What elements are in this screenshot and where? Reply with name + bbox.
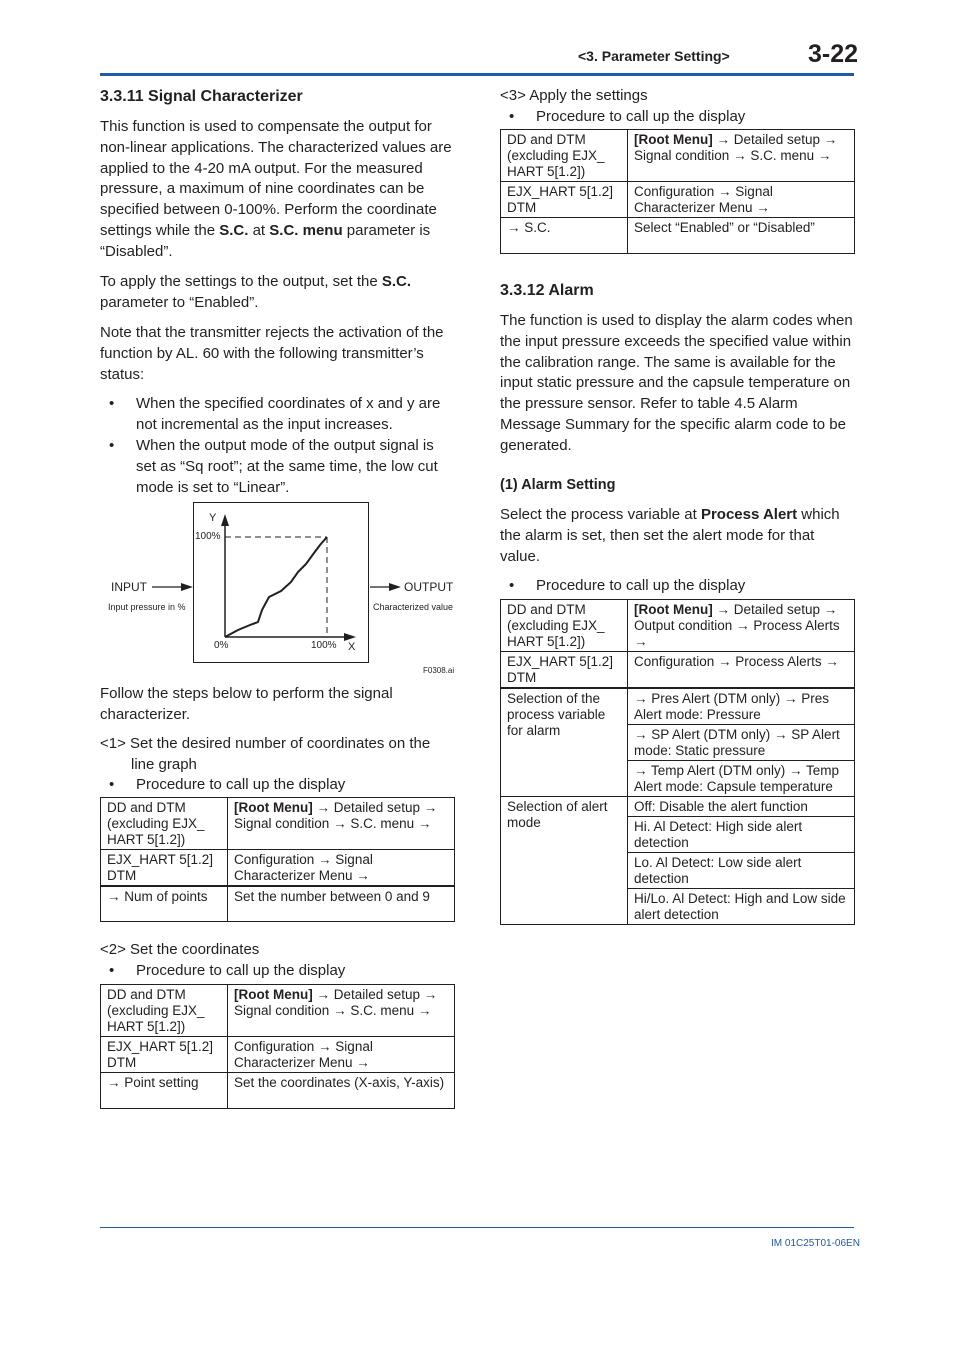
paragraph-alarm-intro: The function is used to display the alarm codes when the input pressure exceeds the specified value within the calibration range. The same is available for the input static pressure and the capsule temperature on the pressure sensor. Refer to table 4.5 Alarm Message Summary for the specific alarm code to be generated. xyxy=(500,312,853,454)
alarm-procedure-table xyxy=(500,599,855,925)
bullet-item: • When the specified coordinates of x and y are not incremental as the input increases. xyxy=(109,395,441,433)
procedure-bullet: • Procedure to call up the display xyxy=(509,108,746,125)
table-row: DD and DTM (excluding EJX_ HART 5[1.2]) [Root Menu] → Detailed setup → Signal condition → S.C. menu → xyxy=(101,985,455,1037)
x-axis-origin-label: 0% xyxy=(214,640,229,651)
y-axis-arrow-icon xyxy=(221,514,229,526)
procedure-table-1 xyxy=(100,797,455,922)
y-axis-label: Y xyxy=(209,512,217,524)
running-header: <3. Parameter Setting> xyxy=(578,48,730,64)
step-3: <3> Apply the settings xyxy=(500,87,648,104)
table-row: → Temp Alert (DTM only) → Temp Alert mode: Capsule temperature xyxy=(501,761,855,797)
characterized-curve xyxy=(225,537,327,637)
x-axis-label: X xyxy=(348,641,356,653)
subheading-alarm-setting: (1) Alarm Setting xyxy=(500,477,616,493)
output-label: OUTPUT xyxy=(404,580,454,594)
paragraph-apply: To apply the settings to the output, set the S.C. parameter to “Enabled”. xyxy=(100,273,412,311)
step-1: <1> Set the desired number of coordinates on the line graph xyxy=(100,735,431,773)
table-row: EJX_HART 5[1.2] DTM Configuration → Signal Characterizer Menu → xyxy=(101,850,455,887)
table-row: EJX_HART 5[1.2] DTM Configuration → Signal Characterizer Menu → xyxy=(101,1037,455,1073)
table-row: Hi. Al Detect: High side alert detection xyxy=(501,817,855,853)
section-heading-alarm: 3.3.12 Alarm xyxy=(500,282,594,299)
bullet-item: • When the output mode of the output signal is set as “Sq root”; at the same time, the low cut mode is set to “Linear”. xyxy=(109,437,438,496)
procedure-bullet: • Procedure to call up the display xyxy=(109,776,346,793)
table-row: Selection of alert mode Off: Disable the alert function xyxy=(501,797,855,817)
input-arrow-icon xyxy=(181,583,193,591)
table-row: Selection of the process variable for alarm → Pres Alert (DTM only) → Pres Alert mode: Pressure xyxy=(501,688,855,725)
section-heading-signal-characterizer: 3.3.11 Signal Characterizer xyxy=(100,88,303,105)
table-row: Hi/Lo. Al Detect: High and Low side alert detection xyxy=(501,889,855,925)
procedure-bullet: • Procedure to call up the display xyxy=(109,962,346,979)
input-sub-label: Input pressure in % xyxy=(108,602,186,612)
table-row: → S.C. Select “Enabled” or “Disabled” xyxy=(501,218,855,254)
table-row: DD and DTM (excluding EJX_ HART 5[1.2]) [Root Menu] → Detailed setup → Signal condition → S.C. menu → xyxy=(501,130,855,182)
procedure-table-2 xyxy=(100,984,455,1109)
table-row: EJX_HART 5[1.2] DTM Configuration → Signal Characterizer Menu → xyxy=(501,182,855,218)
document-id: IM 01C25T01-06EN xyxy=(771,1238,860,1249)
output-sub-label: Characterized value xyxy=(373,602,454,612)
input-label: INPUT xyxy=(111,580,147,594)
y-axis-100-label: 100% xyxy=(195,531,221,542)
table-row: → SP Alert (DTM only) → SP Alert mode: Static pressure xyxy=(501,725,855,761)
paragraph-follow-steps: Follow the steps below to perform the signal characterizer. xyxy=(100,685,393,723)
paragraph-alarm-setting: Select the process variable at Process Alert which the alarm is set, then set the alert mode for that value. xyxy=(500,506,840,565)
x-axis-arrow-icon xyxy=(344,633,356,641)
figure-id: F0308.ai xyxy=(423,666,455,675)
output-arrow-icon xyxy=(389,583,401,591)
procedure-bullet: • Procedure to call up the display xyxy=(509,577,746,594)
procedure-table-3 xyxy=(500,129,855,254)
paragraph-note: Note that the transmitter rejects the activation of the function by AL. 60 with the following transmitter’s status: xyxy=(100,324,444,383)
table-row: DD and DTM (excluding EJX_ HART 5[1.2]) [Root Menu] → Detailed setup → Signal condition → S.C. menu → xyxy=(101,798,455,850)
footer-rule xyxy=(100,1227,854,1228)
table-row: DD and DTM (excluding EJX_ HART 5[1.2]) [Root Menu] → Detailed setup → Output condition → Process Alerts → xyxy=(501,600,855,652)
x-axis-100-label: 100% xyxy=(311,640,337,651)
table-row: → Point setting Set the coordinates (X-axis, Y-axis) xyxy=(101,1073,455,1109)
step-2: <2> Set the coordinates xyxy=(100,941,260,958)
page-number: 3-22 xyxy=(808,40,859,68)
table-row: EJX_HART 5[1.2] DTM Configuration → Process Alerts → xyxy=(501,652,855,689)
table-row: Lo. Al Detect: Low side alert detection xyxy=(501,853,855,889)
table-row: → Num of points Set the number between 0 and 9 xyxy=(101,886,455,921)
paragraph-intro: This function is used to compensate the output for non-linear applications. The characterized values are applied to the 4-20 mA output. For the measured pressure, a maximum of nine coordinates can be specified between 0-100%. Perform the coordinate settings while the S.C. at S.C. menu parameter is “Disabled”. xyxy=(100,118,452,260)
